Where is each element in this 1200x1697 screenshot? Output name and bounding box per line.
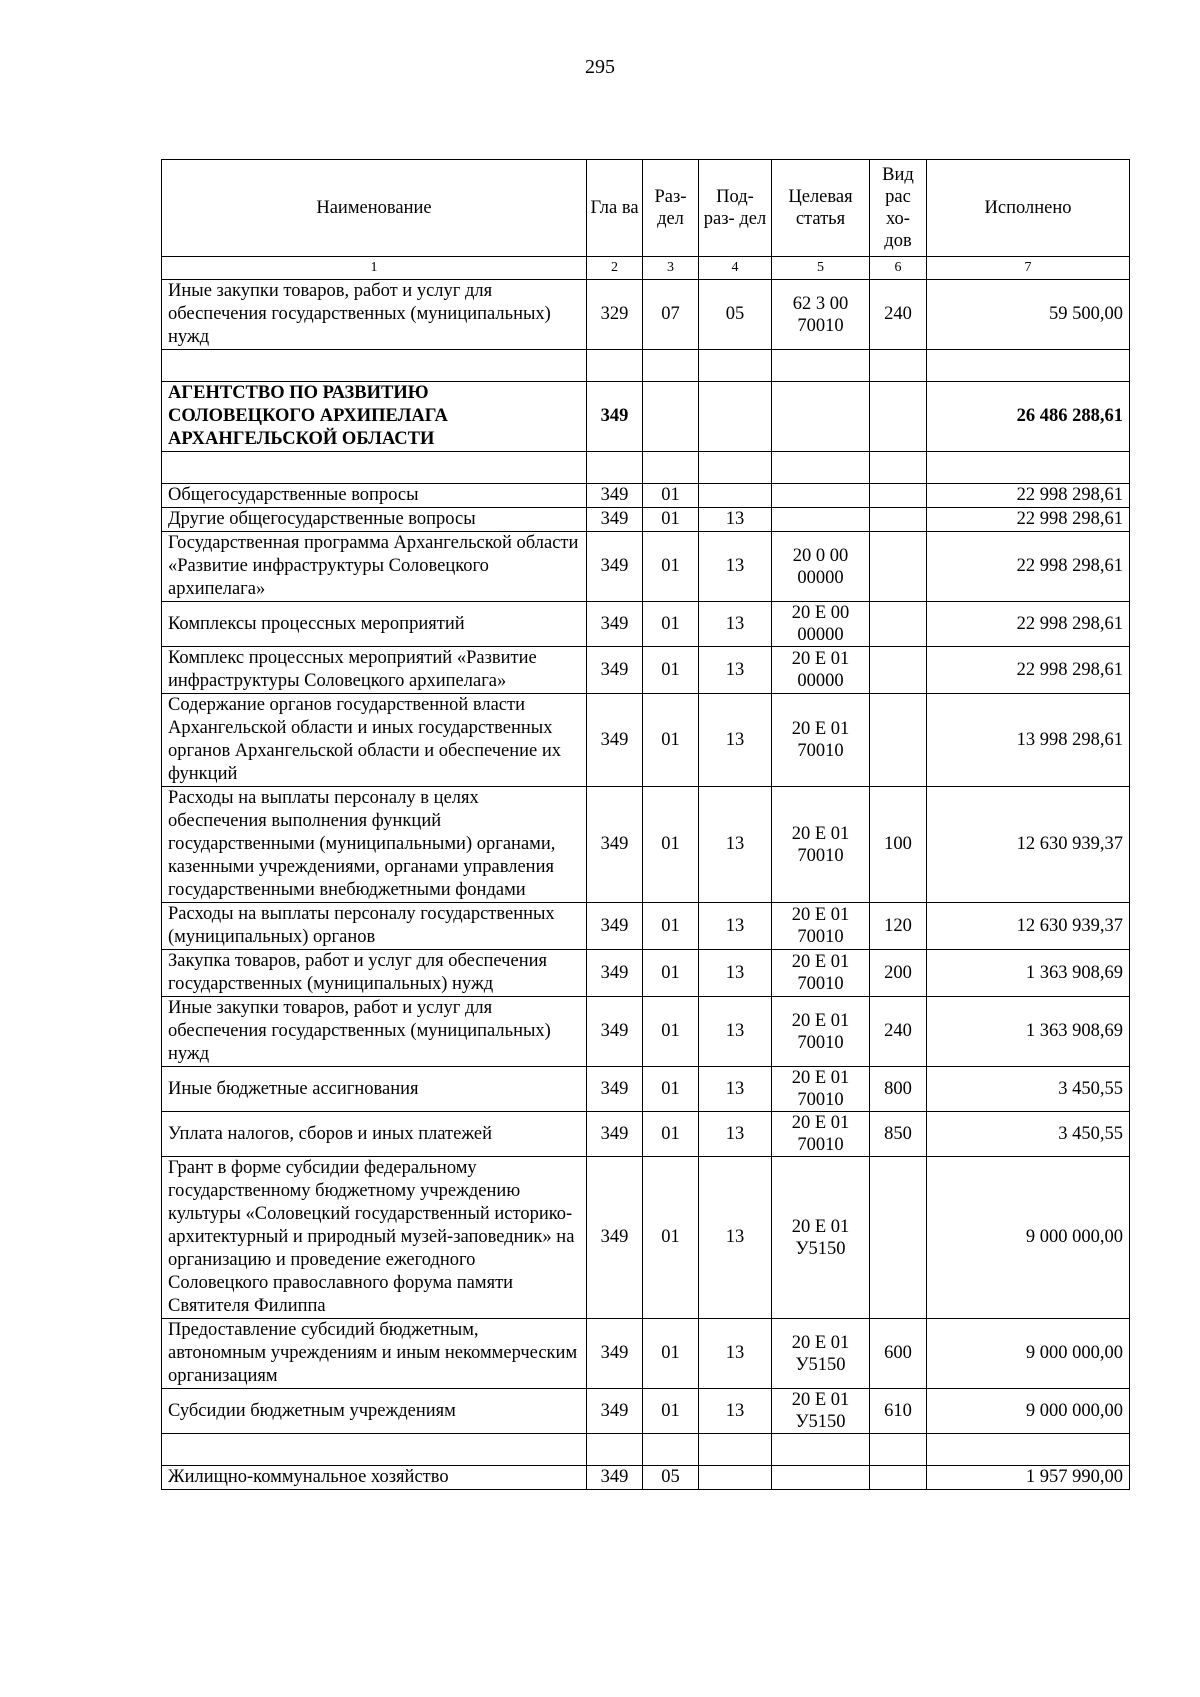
row-amount: 3 450,55 (927, 1067, 1130, 1112)
row-amount: 22 998 298,61 (927, 484, 1130, 508)
row-target-article: 20 Е 01 У5150 (772, 1319, 870, 1389)
header-row (162, 160, 1130, 257)
header-vid: Вид рас хо- дов (870, 160, 927, 257)
row-podrazdel: 13 (699, 647, 772, 694)
row-target-article: 20 Е 01 70010 (772, 997, 870, 1067)
row-expense-type: 600 (870, 1319, 927, 1389)
row-podrazdel: 13 (699, 903, 772, 950)
table-row (162, 1389, 1130, 1434)
row-glava: 349 (587, 787, 643, 903)
table-row (162, 787, 1130, 903)
row-glava: 349 (587, 950, 643, 997)
spacer-row (162, 350, 1130, 382)
row-name: Уплата налогов, сборов и иных платежей (162, 1112, 587, 1157)
column-number-row (162, 257, 1130, 280)
row-name: Комплекс процессных мероприятий «Развитие инфраструктуры Соловецкого архипелага» (162, 647, 587, 694)
row-amount: 3 450,55 (927, 1112, 1130, 1157)
row-amount: 9 000 000,00 (927, 1319, 1130, 1389)
row-amount: 9 000 000,00 (927, 1389, 1130, 1434)
row-razdel: 01 (643, 532, 699, 602)
column-number: 6 (870, 257, 927, 280)
row-expense-type (870, 1157, 927, 1319)
column-number: 4 (699, 257, 772, 280)
row-amount: 1 363 908,69 (927, 997, 1130, 1067)
row-razdel: 01 (643, 1112, 699, 1157)
row-name: Государственная программа Архангельской области «Развитие инфраструктуры Соловецкого архипелага» (162, 532, 587, 602)
row-razdel: 07 (643, 280, 699, 350)
row-name: Закупка товаров, работ и услуг для обеспечения государственных (муниципальных) нужд (162, 950, 587, 997)
row-glava: 349 (587, 694, 643, 787)
row-razdel: 01 (643, 997, 699, 1067)
row-amount: 12 630 939,37 (927, 903, 1130, 950)
row-target-article (772, 484, 870, 508)
row-name: Другие общегосударственные вопросы (162, 508, 587, 532)
row-razdel: 01 (643, 1319, 699, 1389)
row-expense-type (870, 382, 927, 452)
row-target-article: 20 Е 01 00000 (772, 647, 870, 694)
column-number: 7 (927, 257, 1130, 280)
empty-cell (927, 1434, 1130, 1466)
header-name: Наименование (162, 160, 587, 257)
row-expense-type: 100 (870, 787, 927, 903)
row-podrazdel: 13 (699, 1112, 772, 1157)
row-expense-type (870, 647, 927, 694)
empty-cell (162, 452, 587, 484)
row-expense-type (870, 694, 927, 787)
row-target-article: 20 Е 01 У5150 (772, 1389, 870, 1434)
row-expense-type (870, 508, 927, 532)
row-amount: 12 630 939,37 (927, 787, 1130, 903)
row-expense-type: 200 (870, 950, 927, 997)
row-podrazdel: 13 (699, 787, 772, 903)
row-name: Предоставление субсидий бюджетным, автономным учреждениям и иным некоммерческим организациям (162, 1319, 587, 1389)
table-row (162, 280, 1130, 350)
row-podrazdel: 13 (699, 694, 772, 787)
row-glava: 349 (587, 484, 643, 508)
row-name: Общегосударственные вопросы (162, 484, 587, 508)
row-razdel: 01 (643, 1389, 699, 1434)
spacer-row (162, 1434, 1130, 1466)
empty-cell (643, 1434, 699, 1466)
row-expense-type (870, 532, 927, 602)
row-target-article: 20 Е 01 70010 (772, 950, 870, 997)
row-target-article (772, 1466, 870, 1490)
row-glava: 349 (587, 647, 643, 694)
table-row (162, 950, 1130, 997)
row-target-article: 20 0 00 00000 (772, 532, 870, 602)
row-expense-type: 120 (870, 903, 927, 950)
row-name: Расходы на выплаты персоналу в целях обеспечения выполнения функций государственными (муниципальными) органами, казенными учреждениями, органами управления государственными внебюджетными фондами (162, 787, 587, 903)
row-glava: 349 (587, 997, 643, 1067)
row-amount: 26 486 288,61 (927, 382, 1130, 452)
empty-cell (870, 1434, 927, 1466)
row-target-article: 20 Е 01 У5150 (772, 1157, 870, 1319)
row-target-article (772, 508, 870, 532)
table-row (162, 1112, 1130, 1157)
row-razdel: 01 (643, 484, 699, 508)
row-expense-type: 800 (870, 1067, 927, 1112)
table-row (162, 903, 1130, 950)
row-amount: 22 998 298,61 (927, 532, 1130, 602)
row-name: Иные бюджетные ассигнования (162, 1067, 587, 1112)
empty-cell (587, 1434, 643, 1466)
row-target-article: 20 Е 01 70010 (772, 1112, 870, 1157)
row-glava: 349 (587, 903, 643, 950)
table-row (162, 647, 1130, 694)
row-amount: 13 998 298,61 (927, 694, 1130, 787)
row-podrazdel (699, 1466, 772, 1490)
row-amount: 1 363 908,69 (927, 950, 1130, 997)
page-number: 295 (585, 56, 615, 78)
row-expense-type (870, 1466, 927, 1490)
empty-cell (587, 350, 643, 382)
row-amount: 59 500,00 (927, 280, 1130, 350)
row-podrazdel: 13 (699, 1389, 772, 1434)
header-amount: Исполнено (927, 160, 1130, 257)
row-target-article: 20 Е 01 70010 (772, 903, 870, 950)
row-target-article: 20 Е 01 70010 (772, 694, 870, 787)
row-razdel (643, 382, 699, 452)
table-row (162, 1067, 1130, 1112)
row-glava: 349 (587, 508, 643, 532)
row-podrazdel: 13 (699, 532, 772, 602)
row-podrazdel: 13 (699, 1157, 772, 1319)
row-expense-type: 850 (870, 1112, 927, 1157)
empty-cell (772, 1434, 870, 1466)
row-name: АГЕНТСТВО ПО РАЗВИТИЮ СОЛОВЕЦКОГО АРХИПЕЛАГА АРХАНГЕЛЬСКОЙ ОБЛАСТИ (162, 382, 587, 452)
row-target-article: 20 Е 01 70010 (772, 787, 870, 903)
row-target-article: 20 Е 01 70010 (772, 1067, 870, 1112)
row-podrazdel: 13 (699, 602, 772, 647)
row-expense-type: 240 (870, 997, 927, 1067)
empty-cell (870, 350, 927, 382)
table-row (162, 508, 1130, 532)
row-amount: 22 998 298,61 (927, 602, 1130, 647)
table-row (162, 1157, 1130, 1319)
row-podrazdel: 13 (699, 1319, 772, 1389)
row-expense-type (870, 484, 927, 508)
empty-cell (870, 452, 927, 484)
row-glava: 349 (587, 1319, 643, 1389)
row-podrazdel: 13 (699, 1067, 772, 1112)
row-razdel: 05 (643, 1466, 699, 1490)
row-podrazdel: 13 (699, 997, 772, 1067)
empty-cell (772, 350, 870, 382)
empty-cell (772, 452, 870, 484)
row-glava: 349 (587, 1112, 643, 1157)
row-glava: 349 (587, 532, 643, 602)
row-glava: 349 (587, 1157, 643, 1319)
row-name: Содержание органов государственной власти Архангельской области и иных государственных органов Архангельской области и обеспечение их функций (162, 694, 587, 787)
row-glava: 329 (587, 280, 643, 350)
empty-cell (643, 452, 699, 484)
table-row (162, 1319, 1130, 1389)
row-razdel: 01 (643, 903, 699, 950)
table-row (162, 382, 1130, 452)
row-glava: 349 (587, 1389, 643, 1434)
row-name: Комплексы процессных мероприятий (162, 602, 587, 647)
row-glava: 349 (587, 1067, 643, 1112)
column-number: 2 (587, 257, 643, 280)
table-row (162, 602, 1130, 647)
row-razdel: 01 (643, 950, 699, 997)
row-name: Расходы на выплаты персоналу государственных (муниципальных) органов (162, 903, 587, 950)
column-number: 1 (162, 257, 587, 280)
empty-cell (162, 350, 587, 382)
empty-cell (162, 1434, 587, 1466)
row-podrazdel (699, 484, 772, 508)
table-body (162, 280, 1130, 1490)
spacer-row (162, 452, 1130, 484)
empty-cell (699, 1434, 772, 1466)
header-razdel: Раз- дел (643, 160, 699, 257)
row-expense-type: 240 (870, 280, 927, 350)
row-target-article: 20 Е 00 00000 (772, 602, 870, 647)
column-number: 3 (643, 257, 699, 280)
row-podrazdel: 13 (699, 508, 772, 532)
budget-table (161, 159, 1130, 1490)
empty-cell (927, 452, 1130, 484)
row-name: Грант в форме субсидии федеральному государственному бюджетному учреждению культуры «Соловецкий государственный историко-архитектурный и природный музей-заповедник» на организацию и проведение ежегодного Соловецкого православного форума памяти Святителя Филиппа (162, 1157, 587, 1319)
row-name: Жилищно-коммунальное хозяйство (162, 1466, 587, 1490)
empty-cell (699, 452, 772, 484)
row-razdel: 01 (643, 694, 699, 787)
empty-cell (643, 350, 699, 382)
row-amount: 22 998 298,61 (927, 508, 1130, 532)
table-row (162, 532, 1130, 602)
row-razdel: 01 (643, 647, 699, 694)
row-razdel: 01 (643, 508, 699, 532)
row-glava: 349 (587, 1466, 643, 1490)
table-row (162, 1466, 1130, 1490)
empty-cell (587, 452, 643, 484)
row-name: Иные закупки товаров, работ и услуг для обеспечения государственных (муниципальных) нужд (162, 280, 587, 350)
row-razdel: 01 (643, 602, 699, 647)
row-amount: 1 957 990,00 (927, 1466, 1130, 1490)
row-amount: 22 998 298,61 (927, 647, 1130, 694)
row-podrazdel: 13 (699, 950, 772, 997)
row-expense-type: 610 (870, 1389, 927, 1434)
header-podrazdel: Под- раз- дел (699, 160, 772, 257)
row-expense-type (870, 602, 927, 647)
row-podrazdel: 05 (699, 280, 772, 350)
row-razdel: 01 (643, 1157, 699, 1319)
table-row (162, 484, 1130, 508)
column-number: 5 (772, 257, 870, 280)
empty-cell (699, 350, 772, 382)
row-target-article (772, 382, 870, 452)
row-podrazdel (699, 382, 772, 452)
row-razdel: 01 (643, 787, 699, 903)
empty-cell (927, 350, 1130, 382)
row-amount: 9 000 000,00 (927, 1157, 1130, 1319)
row-name: Иные закупки товаров, работ и услуг для обеспечения государственных (муниципальных) нужд (162, 997, 587, 1067)
row-glava: 349 (587, 382, 643, 452)
table-row (162, 997, 1130, 1067)
row-name: Субсидии бюджетным учреждениям (162, 1389, 587, 1434)
row-razdel: 01 (643, 1067, 699, 1112)
header-glava: Гла ва (587, 160, 643, 257)
table-row (162, 694, 1130, 787)
row-target-article: 62 3 00 70010 (772, 280, 870, 350)
row-glava: 349 (587, 602, 643, 647)
header-target: Целевая статья (772, 160, 870, 257)
